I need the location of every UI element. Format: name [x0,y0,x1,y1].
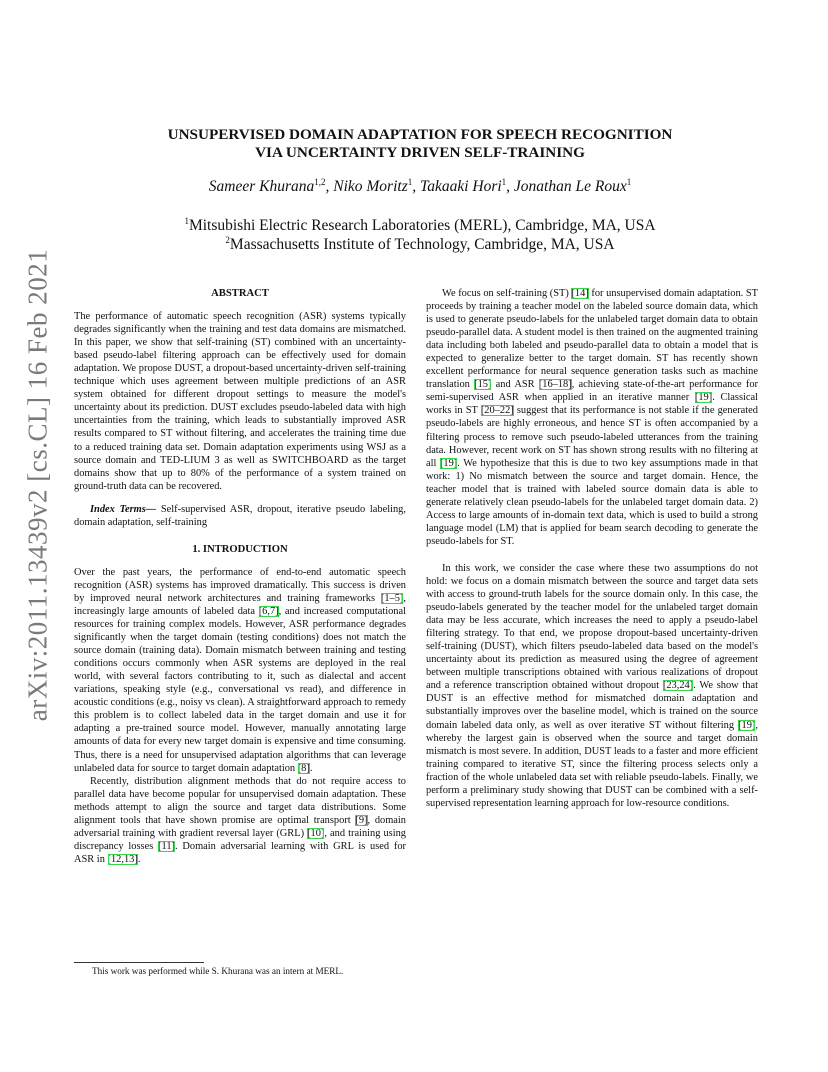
paper-title [80,126,760,162]
arxiv-identifier: arXiv:2011.13439v2 [cs.CL] 16 Feb 2021 [22,248,53,722]
paragraph-text: , domain adversarial training with gradient reversal layer (GRL) [74,814,406,839]
affiliation-text: Mitsubishi Electric Research Laboratories (MERL), Cambridge, MA, USA [188,217,656,234]
paragraph-text: We focus on self-training (ST) [442,288,572,299]
citation-link[interactable]: [6,7] [258,605,279,617]
right-column [426,287,758,810]
citation-link[interactable]: [20–22] [480,405,514,417]
author-name: Jonathan Le Roux [513,178,627,195]
paragraph-text: . We hypothesize that this is due to two key assumptions made in that work: 1) No mismatch between the source and target domain. Hence, the teacher model that is trained with labeled source domain data is able to generate relatively clean pseudo-labels for the unlabeled target domain data. 2) Access to large amounts of in-domain text data, which is used to build a strong language model (LM) that is applied for beam search decoding to generate the pseudo-labels for ST. [426,457,758,547]
citation-link[interactable]: [14] [571,288,589,299]
citation-link[interactable]: [19] [738,719,756,731]
paragraph-text: suggest that its performance is not stable if the generated pseudo-labels are highly erroneous, and hence ST is often accompanied by a filtering process to remove such pseudo-labeled utterances from the training data. However, recent work on ST has shown strong results with no filtering at all [426,405,758,469]
paragraph-text: for unsupervised domain adaptation. ST proceeds by training a teacher model on the labeled source domain data, which is used to generate pseudo-labels for the unlabeled target domain data to obtain pseudo-parallel data. A student model is then trained on the augmented training data including both labeled and pseudo-parallel data to obtain a model that is expected to generalize better to the target domain. ST has recently shown excellent performance for neural sequence generation tasks such as machine translation [426,288,758,391]
spacer [426,548,758,562]
author-list [80,178,760,196]
affiliation-mark: 1 [184,216,189,226]
footnote-rule [74,962,204,963]
citation-link[interactable]: [9] [355,814,368,826]
abstract-heading: ABSTRACT [211,288,269,299]
index-terms [74,503,406,529]
citation-link[interactable]: [16–18] [538,379,572,391]
paragraph-text: , achieving state-of-the-art performance for semi-supervised ASR when applied in an iterative manner [426,379,758,404]
affiliation-mark: 2 [225,235,230,245]
paragraph-text: . We show that DUST is an effective method for mismatched domain adaptation and substantially improves over the baseline model, which is trained on the source domain labeled data only, as well as over iterative ST without filtering [426,680,758,731]
intro-paragraph-2 [74,775,406,866]
author-separator: , [506,178,514,195]
paragraph-text: . [309,762,313,774]
abstract-text: The performance of automatic speech recognition (ASR) systems typically degrades significantly when the training and test data domains are mismatched. In this paper, we show that self-training (ST) combined with an uncertainty-based pseudo-label filtering approach can be effectively used for domain adaptation. We propose DUST, a dropout-based uncertainty-driven self-training technique which uses agreement between multiple predictions of an ASR system obtained for different dropout settings to measure the model's uncertainty about its prediction. DUST excludes pseudo-labeled data with high uncertainties from the training, which leads to substantially improved ASR results compared to ST without filtering, and accelerates the training time due to a reduced training data set. Domain adaptation experiments using WSJ as a source domain and TED-LIUM 3 as well as SWITCHBOARD as the target domains show that up to 80% of the performance of a system trained on ground-truth data can be recovered. [74,311,406,492]
paragraph-text: In this work, we consider the case where these two assumptions do not hold: we focus on a domain mismatch between the source and target data sets with access to ground-truth labels for the source domain only. In this case, the pseudo-labels generated by the teacher model for the unlabeled target domain data may be less accurate, which increases the need to apply a pseudo-label filtering strategy. To that end, we propose dropout-based uncertainty-driven self-training (DUST), which filters pseudo-labeled data based on the model's uncertainty about its prediction as measured using the degree of agreement between multiple transcriptions obtained with various realizations of dropout and a reference transcription obtained without dropout [426,562,758,692]
citation-link[interactable]: [12,13] [107,853,138,865]
affiliation-line [80,235,760,254]
author-affiliation-mark: 1 [407,177,413,187]
author-name: Niko Moritz [333,178,408,195]
affiliations [80,216,760,254]
title-line-1: UNSUPERVISED DOMAIN ADAPTATION FOR SPEECH RECOGNITION [167,126,673,143]
title-line-2: VIA UNCERTAINTY DRIVEN SELF-TRAINING [255,144,585,161]
intro-paragraph-1 [74,566,406,775]
paragraph-text: . Domain adversarial learning with GRL is used for ASR in [74,840,407,865]
paragraph-text: , increasingly large amounts of labeled data [74,592,406,617]
paragraph-text: . Classical works in ST [426,392,758,417]
citation-link[interactable]: [11] [158,840,175,852]
paragraph-text: and ASR [491,379,539,391]
author-affiliation-mark: 1 [626,177,632,187]
citation-link[interactable]: [23,24] [662,680,694,692]
index-terms-text: Self-supervised ASR, dropout, iterative pseudo labeling, domain adaptation, self-training [74,503,406,528]
author-separator: , [325,178,334,195]
spacer [74,556,406,566]
spacer [74,529,406,543]
author-affiliation-mark: 1 [501,177,507,187]
author-name: Sameer Khurana [208,178,315,195]
intro-paragraph-3 [426,287,758,548]
citation-link[interactable]: [15] [474,379,492,391]
paragraph-text: , and increased computational resources for training complex models. However, ASR performance degrades significantly when the target domain (testing conditions) does not match the source domain (training data). Domain mismatch between training and testing conditions occurs commonly when ASR systems are deployed in the real world, with several factors contributing to it, such as dialectal and accent variations, speaking style (e.g., conversational vs read), and difference in acoustic conditions (e.g., noisy vs clean). A straightforward approach to remedy this problem is to collect labeled data in the target domain and use it for adapting a pre-trained source model. However, manually annotating large amounts of data for every new target domain is expensive and time consuming. Thus, there is a need for unsupervised adaptation algorithms that can leverage unlabeled data for source to target domain adaptation [74,605,406,774]
author-affiliation-mark: 1,2 [314,177,326,187]
intro-heading: 1. INTRODUCTION [192,543,288,555]
author-name: Takaaki Hori [420,178,502,195]
left-column [74,287,406,866]
citation-link[interactable]: [19] [694,392,713,404]
spacer [74,493,406,503]
paragraph-text: . [137,853,141,865]
citation-link[interactable]: [19] [439,457,458,469]
citation-link[interactable]: [1–5] [380,592,404,604]
affiliation-text: Massachusetts Institute of Technology, Cambridge, MA, USA [229,236,615,253]
citation-link[interactable]: [10] [307,827,325,839]
footnote: This work was performed while S. Khurana was an intern at MERL. [92,966,344,976]
affiliation-line [80,216,760,235]
paragraph-text: Over the past years, the performance of end-to-end automatic speech recognition (ASR) systems has improved dramatically. This success is driven by improved neural network architectures and training frameworks [74,566,406,604]
spacer [74,300,406,310]
paragraph-text: Recently, distribution alignment methods that do not require access to parallel data have become popular for unsupervised domain adaptation. These methods attempt to align the source and target data distributions. Some alignment tools that have shown promise are optimal transport [74,775,406,826]
index-terms-label: Index Terms— [90,503,157,515]
citation-link[interactable]: [8] [297,762,310,774]
intro-paragraph-4 [426,562,758,810]
author-separator: , [412,178,420,195]
paragraph-text: , whereby the largest gain is observed when the source and target domain mismatch is most severe. In addition, DUST leads to a faster and more efficient training compared to iterative ST, since the filtering process selects only a fraction of the whole unlabeled data set with reliable pseudo-labels. Finally, we perform a preliminary study showing that DUST can be combined with a self-supervised representation learning approach for low-resource conditions. [426,719,758,809]
paragraph-text: , and training using discrepancy losses [74,827,406,852]
